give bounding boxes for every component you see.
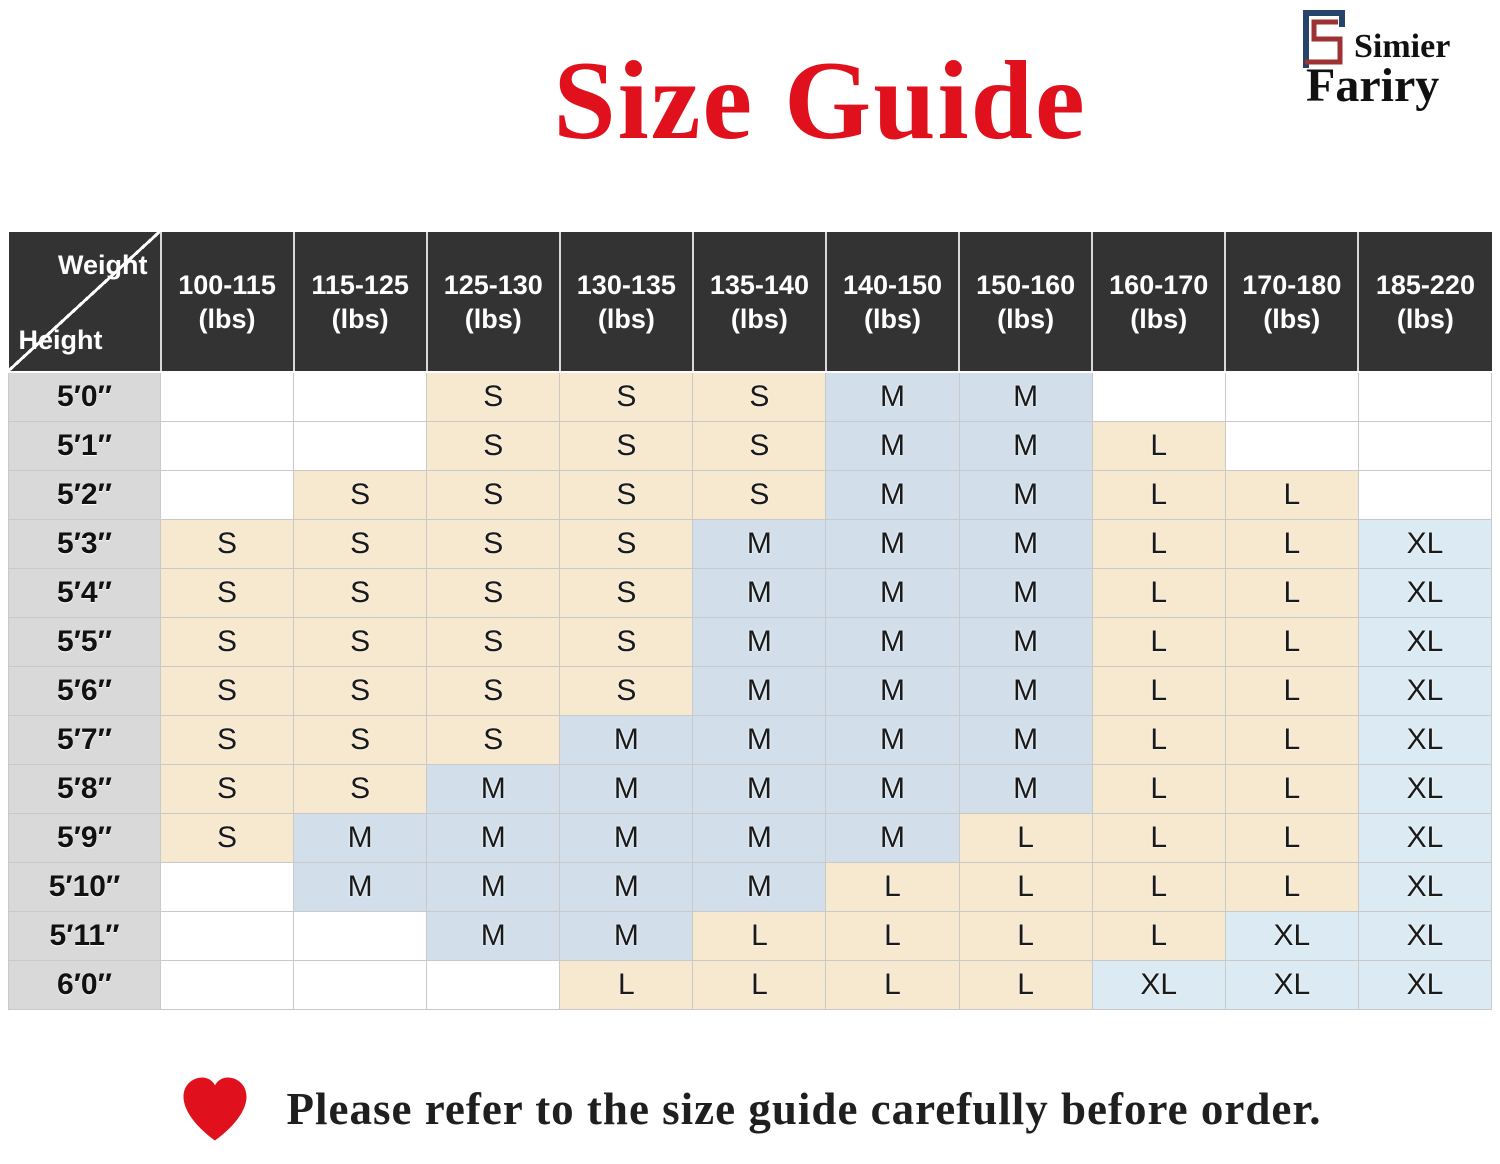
size-cell: XL	[1358, 911, 1491, 960]
weight-column-header: 150-160 (lbs)	[959, 232, 1092, 372]
table-row	[9, 862, 1492, 911]
table-row	[9, 470, 1492, 519]
empty-cell	[1358, 372, 1491, 421]
size-cell: S	[427, 715, 560, 764]
size-cell: M	[826, 519, 959, 568]
empty-cell	[294, 372, 427, 421]
weight-column-header: 125-130 (lbs)	[427, 232, 560, 372]
empty-cell	[161, 372, 294, 421]
size-cell: M	[294, 813, 427, 862]
size-cell: XL	[1358, 764, 1491, 813]
size-cell: L	[1092, 862, 1225, 911]
size-cell: L	[693, 960, 826, 1009]
table-row	[9, 519, 1492, 568]
size-cell: M	[959, 715, 1092, 764]
page-title: Size Guide	[553, 39, 1087, 163]
table-header	[9, 232, 1492, 372]
size-cell: L	[959, 911, 1092, 960]
size-cell: L	[1225, 666, 1358, 715]
size-cell: M	[560, 715, 693, 764]
height-label: 5′3″	[9, 519, 161, 568]
size-cell: M	[826, 470, 959, 519]
size-cell: S	[560, 568, 693, 617]
size-cell: M	[427, 911, 560, 960]
size-cell: L	[1225, 764, 1358, 813]
size-cell: L	[1092, 421, 1225, 470]
size-cell: M	[959, 372, 1092, 421]
size-cell: M	[826, 372, 959, 421]
table-row	[9, 421, 1492, 470]
table-row	[9, 960, 1492, 1009]
size-cell: S	[427, 470, 560, 519]
size-cell: L	[1092, 568, 1225, 617]
size-cell: L	[1225, 715, 1358, 764]
size-cell: S	[560, 617, 693, 666]
size-cell: XL	[1358, 519, 1491, 568]
size-cell: M	[693, 715, 826, 764]
size-cell: XL	[1358, 813, 1491, 862]
table-row	[9, 715, 1492, 764]
table-row	[9, 813, 1492, 862]
size-cell: L	[693, 911, 826, 960]
size-cell: S	[693, 372, 826, 421]
size-cell: XL	[1358, 568, 1491, 617]
size-cell: M	[560, 764, 693, 813]
size-cell: L	[1225, 617, 1358, 666]
empty-cell	[161, 470, 294, 519]
size-cell: M	[826, 421, 959, 470]
weight-column-header: 115-125 (lbs)	[294, 232, 427, 372]
size-cell: S	[427, 519, 560, 568]
size-cell: S	[427, 372, 560, 421]
size-cell: M	[427, 813, 560, 862]
height-axis-label: Height	[18, 325, 103, 355]
size-cell: M	[560, 813, 693, 862]
table-row	[9, 372, 1492, 421]
size-cell: L	[1092, 617, 1225, 666]
size-cell: S	[294, 666, 427, 715]
size-cell: L	[826, 911, 959, 960]
weight-column-header: 100-115 (lbs)	[161, 232, 294, 372]
empty-cell	[161, 960, 294, 1009]
size-cell: S	[294, 764, 427, 813]
size-cell: L	[959, 862, 1092, 911]
size-cell: S	[427, 421, 560, 470]
size-cell: S	[161, 666, 294, 715]
size-cell: XL	[1358, 960, 1491, 1009]
size-cell: L	[1092, 911, 1225, 960]
size-cell: M	[693, 568, 826, 617]
footer-note	[0, 1076, 1500, 1142]
empty-cell	[1092, 372, 1225, 421]
weight-column-header: 160-170 (lbs)	[1092, 232, 1225, 372]
weight-column-header: 170-180 (lbs)	[1225, 232, 1358, 372]
weight-column-header: 185-220 (lbs)	[1358, 232, 1491, 372]
size-cell: M	[693, 617, 826, 666]
size-cell: M	[693, 666, 826, 715]
size-cell: M	[693, 813, 826, 862]
size-cell: M	[294, 862, 427, 911]
size-cell: S	[161, 764, 294, 813]
size-cell: M	[959, 421, 1092, 470]
size-cell: M	[959, 470, 1092, 519]
weight-axis-label: Weight	[58, 250, 148, 280]
size-cell: S	[427, 666, 560, 715]
size-cell: XL	[1358, 715, 1491, 764]
weight-column-header: 140-150 (lbs)	[826, 232, 959, 372]
height-label: 5′10″	[9, 862, 161, 911]
size-cell: M	[693, 519, 826, 568]
size-cell: XL	[1225, 960, 1358, 1009]
height-label: 5′7″	[9, 715, 161, 764]
size-cell: L	[826, 862, 959, 911]
size-cell: S	[161, 617, 294, 666]
size-cell: S	[161, 715, 294, 764]
size-cell: M	[560, 911, 693, 960]
size-cell: M	[826, 764, 959, 813]
size-cell: S	[693, 470, 826, 519]
size-cell: M	[959, 519, 1092, 568]
size-cell: XL	[1225, 911, 1358, 960]
height-label: 5′5″	[9, 617, 161, 666]
height-label: 5′6″	[9, 666, 161, 715]
empty-cell	[161, 911, 294, 960]
size-cell: M	[959, 617, 1092, 666]
size-cell: L	[1092, 715, 1225, 764]
size-cell: M	[826, 715, 959, 764]
size-cell: S	[560, 470, 693, 519]
size-cell: S	[427, 617, 560, 666]
size-cell: S	[560, 372, 693, 421]
brand-name-bottom: Fariry	[1306, 59, 1440, 112]
size-cell: M	[959, 666, 1092, 715]
height-label: 5′11″	[9, 911, 161, 960]
size-cell: L	[1092, 519, 1225, 568]
table-row	[9, 911, 1492, 960]
size-cell: S	[560, 666, 693, 715]
size-cell: XL	[1358, 862, 1491, 911]
height-label: 5′4″	[9, 568, 161, 617]
empty-cell	[294, 911, 427, 960]
header-row	[9, 232, 1492, 372]
table-row	[9, 666, 1492, 715]
size-cell: XL	[1092, 960, 1225, 1009]
empty-cell	[161, 421, 294, 470]
height-label: 5′2″	[9, 470, 161, 519]
size-cell: S	[693, 421, 826, 470]
table-row	[9, 617, 1492, 666]
size-cell: S	[161, 568, 294, 617]
size-cell: L	[826, 960, 959, 1009]
empty-cell	[161, 862, 294, 911]
size-cell: L	[1092, 813, 1225, 862]
size-cell: L	[560, 960, 693, 1009]
size-cell: M	[693, 862, 826, 911]
size-cell: L	[1092, 470, 1225, 519]
size-cell: L	[1225, 519, 1358, 568]
size-cell: M	[427, 764, 560, 813]
weight-column-header: 130-135 (lbs)	[560, 232, 693, 372]
height-label: 5′8″	[9, 764, 161, 813]
size-cell: M	[826, 666, 959, 715]
weight-column-header: 135-140 (lbs)	[693, 232, 826, 372]
size-cell: L	[1092, 666, 1225, 715]
size-cell: XL	[1358, 666, 1491, 715]
empty-cell	[1358, 470, 1491, 519]
size-guide-table	[8, 232, 1492, 1010]
size-cell: L	[1225, 568, 1358, 617]
table-row	[9, 764, 1492, 813]
size-cell: S	[294, 568, 427, 617]
table-row	[9, 568, 1492, 617]
size-cell: M	[826, 617, 959, 666]
size-cell: S	[294, 617, 427, 666]
size-cell: L	[1225, 813, 1358, 862]
size-cell: S	[161, 519, 294, 568]
footer-note-text: Please refer to the size guide carefully before order.	[286, 1084, 1322, 1134]
size-cell: M	[826, 813, 959, 862]
empty-cell	[1358, 421, 1491, 470]
height-label: 6′0″	[9, 960, 161, 1009]
size-cell: S	[560, 519, 693, 568]
size-cell: M	[959, 764, 1092, 813]
heart-icon	[179, 1076, 251, 1142]
size-cell: L	[1225, 470, 1358, 519]
size-cell: M	[959, 568, 1092, 617]
empty-cell	[294, 421, 427, 470]
size-cell: S	[294, 519, 427, 568]
size-cell: S	[560, 421, 693, 470]
size-cell: L	[1092, 764, 1225, 813]
size-cell: M	[427, 862, 560, 911]
size-cell: L	[1225, 862, 1358, 911]
size-cell: S	[294, 715, 427, 764]
empty-cell	[294, 960, 427, 1009]
size-cell: M	[560, 862, 693, 911]
height-label: 5′0″	[9, 372, 161, 421]
size-cell: S	[294, 470, 427, 519]
size-cell: L	[959, 960, 1092, 1009]
size-cell: S	[427, 568, 560, 617]
height-label: 5′9″	[9, 813, 161, 862]
size-cell: M	[826, 568, 959, 617]
height-label: 5′1″	[9, 421, 161, 470]
brand-name-top: Simier	[1354, 28, 1451, 65]
empty-cell	[1225, 421, 1358, 470]
size-cell: S	[161, 813, 294, 862]
size-cell: XL	[1358, 617, 1491, 666]
corner-header-cell	[9, 232, 161, 372]
size-cell: M	[693, 764, 826, 813]
empty-cell	[1225, 372, 1358, 421]
table-body	[9, 372, 1492, 1009]
size-cell: L	[959, 813, 1092, 862]
empty-cell	[427, 960, 560, 1009]
